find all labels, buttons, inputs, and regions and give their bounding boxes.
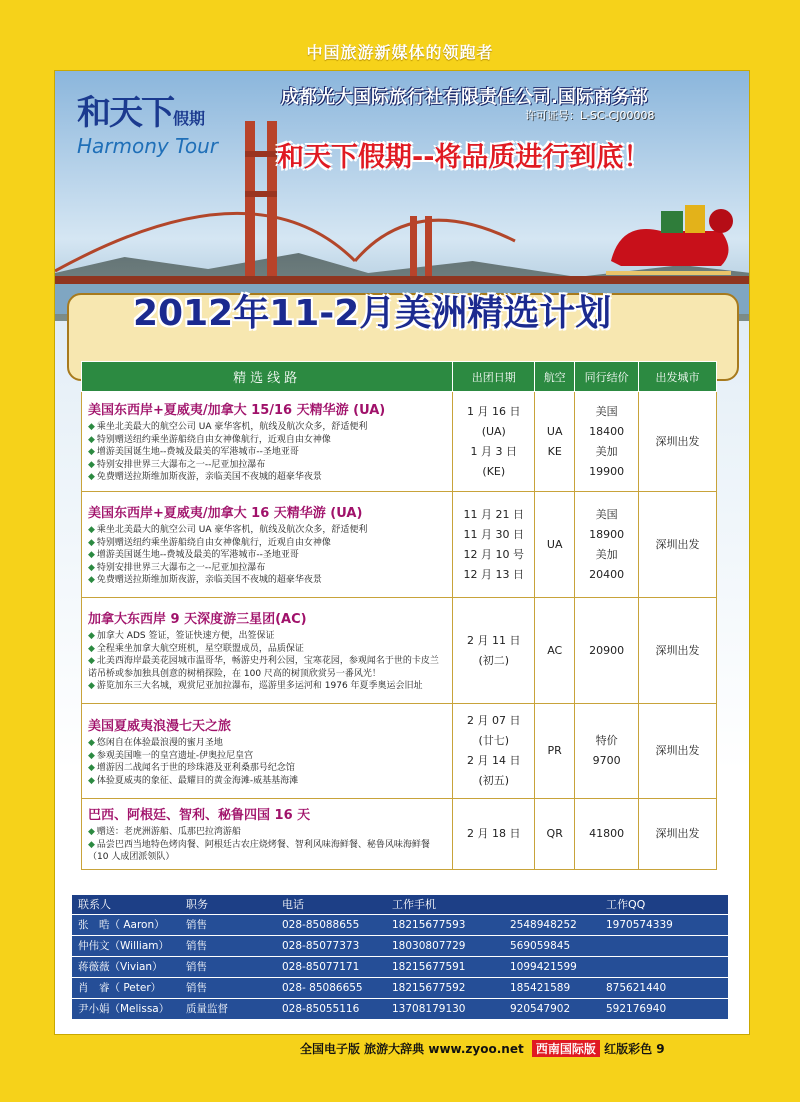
price-value: 美国 <box>595 404 618 418</box>
route-cell <box>82 492 453 598</box>
route-bullet: ◆ 免费赠送拉斯维加斯夜游，亲临美国不夜城的超豪华夜景 <box>88 471 446 484</box>
footer-page-number: 9 <box>656 1042 665 1056</box>
contact-cell: 张 晧（ Aaron） <box>72 914 180 935</box>
header-date: 出团日期 <box>453 362 535 392</box>
price-value: 20400 <box>589 567 625 581</box>
price-value: 19900 <box>589 464 625 478</box>
airline-cell <box>535 598 575 704</box>
header-price: 同行结价 <box>575 362 639 392</box>
route-row <box>82 492 717 598</box>
contact-cell: 销售 <box>180 914 276 935</box>
contact-row <box>72 914 728 935</box>
airline-code: UA <box>546 537 563 551</box>
route-cell <box>82 392 453 492</box>
brand-name-en: Harmony Tour <box>77 134 218 158</box>
date-cell <box>453 704 535 799</box>
contact-cell: 592176940 <box>600 998 728 1019</box>
city-cell: 深圳出发 <box>639 598 717 704</box>
route-bullet: ◆ 免费赠送拉斯维加斯夜游，亲临美国不夜城的超豪华夜景 <box>88 574 446 587</box>
top-tagline: 中国旅游新媒体的领跑者 <box>306 43 494 62</box>
price-value: 20900 <box>589 643 625 657</box>
route-bullet: ◆ 增游美国诞生地--费城及最美的军港城市--圣地亚哥 <box>88 446 446 459</box>
route-title: 加拿大东西岸 9 天深度游三星团(AC) <box>88 612 307 628</box>
route-bullet: ◆ 增游因二战闻名于世的珍珠港及亚利桑那号纪念馆 <box>88 762 446 775</box>
departure-date: 2 月 18 日 <box>467 826 521 840</box>
footer-edition-tag: 西南国际版 <box>532 1040 600 1057</box>
city-cell: 深圳出发 <box>639 392 717 492</box>
plan-title: 2012年11-2月美洲精选计划 <box>133 293 612 334</box>
contacts-header-cell <box>504 895 600 914</box>
contact-cell: 18215677592 <box>386 977 504 998</box>
price-value: 美国 <box>595 507 618 521</box>
contacts-header-cell: 联系人 <box>72 895 180 914</box>
price-value: 美加 <box>595 444 618 458</box>
route-bullet: ◆ 赠送：老虎洲游船、瓜那巴拉湾游船 <box>88 826 446 839</box>
price-cell <box>575 492 639 598</box>
departure-date: 2 月 11 日 <box>467 633 521 647</box>
route-bullet: ◆ 游览加东三大名城，观赏尼亚加拉瀑布，巡游里多运河和 1976 年夏季奥运会旧址 <box>88 680 446 693</box>
price-value: 18900 <box>589 527 625 541</box>
header-city: 出发城市 <box>639 362 717 392</box>
airline-cell <box>535 492 575 598</box>
contact-row <box>72 977 728 998</box>
contact-cell: 028-85077171 <box>276 956 386 977</box>
contact-cell: 1099421599 <box>504 956 600 977</box>
contacts-header-cell: 工作手机 <box>386 895 504 914</box>
contact-cell: 13708179130 <box>386 998 504 1019</box>
route-bullet: ◆ 特别安排世界三大瀑布之一--尼亚加拉瀑布 <box>88 459 446 472</box>
airline-code: AC <box>547 643 563 657</box>
contact-cell: 18215677591 <box>386 956 504 977</box>
airline-cell <box>535 799 575 870</box>
departure-date: (KE) <box>482 464 506 478</box>
route-bullet: ◆ 品尝巴西当地特色烤肉餐、阿根廷古农庄烧烤餐、智利风味海鲜餐、秘鲁风味海鲜餐（10 人成团派领队） <box>88 839 446 864</box>
brand-name-cn2: 假期 <box>173 109 206 128</box>
airline-cell <box>535 704 575 799</box>
contacts-header <box>72 895 728 914</box>
route-cell <box>82 598 453 704</box>
route-bullet: ◆ 乘坐北美最大的航空公司 UA 豪华客机，航线及航次众多，舒适便利 <box>88 524 446 537</box>
contact-cell <box>600 956 728 977</box>
city-cell: 深圳出发 <box>639 799 717 870</box>
price-cell <box>575 598 639 704</box>
contacts-header-cell: 工作QQ <box>600 895 728 914</box>
slogan: 和天下假期--将品质进行到底！ <box>277 142 651 173</box>
brand-logo <box>77 85 218 158</box>
city-cell: 深圳出发 <box>639 704 717 799</box>
company-name: 成都光大国际旅行社有限责任公司.国际商务部 <box>281 87 648 108</box>
route-bullet: ◆ 参观美国唯一的皇宫遗址-伊奥拉尼皇宫 <box>88 750 446 763</box>
route-title: 美国夏威夷浪漫七天之旅 <box>88 719 232 734</box>
santa-sleigh-icon <box>601 201 741 281</box>
route-bullet: ◆ 特别赠送纽约乘坐游船绕自由女神像航行，近观自由女神像 <box>88 537 446 550</box>
route-bullet: ◆ 乘坐北美最大的航空公司 UA 豪华客机，航线及航次众多，舒适便利 <box>88 421 446 434</box>
airline-code: PR <box>547 744 562 757</box>
contact-cell: 028- 85086655 <box>276 977 386 998</box>
route-bullet: ◆ 悠闲自在体验最浪漫的蜜月圣地 <box>88 737 446 750</box>
contact-row <box>72 998 728 1019</box>
contact-cell: 销售 <box>180 935 276 956</box>
departure-date: 11 月 21 日 <box>463 507 525 521</box>
contact-cell: 185421589 <box>504 977 600 998</box>
header-route: 精选线路 <box>82 362 453 392</box>
contact-cell: 销售 <box>180 956 276 977</box>
price-cell <box>575 799 639 870</box>
route-title: 美国东西岸+夏威夷/加拿大 15/16 天精华游 (UA) <box>88 403 386 419</box>
contact-cell: 仲伟文（William） <box>72 935 180 956</box>
departure-date: (初二) <box>478 653 510 667</box>
contact-cell: 028-85077373 <box>276 935 386 956</box>
route-bullet: ◆ 体验夏威夷的象征、最耀目的黄金海滩-威基基海滩 <box>88 775 446 788</box>
routes-table <box>81 361 717 870</box>
route-row <box>82 704 717 799</box>
departure-date: 2 月 07 日 <box>467 714 521 727</box>
route-cell <box>82 799 453 870</box>
date-cell <box>453 392 535 492</box>
contact-cell: 2548948252 <box>504 914 600 935</box>
price-value: 18400 <box>589 424 625 438</box>
contact-cell: 18030807729 <box>386 935 504 956</box>
footer-website: www.zyoo.net <box>428 1042 524 1056</box>
departure-date: 2 月 14 日 <box>467 754 521 767</box>
footer <box>300 1040 665 1057</box>
contact-cell <box>600 935 728 956</box>
contact-row <box>72 935 728 956</box>
price-cell <box>575 392 639 492</box>
contact-cell: 肖 睿（ Peter） <box>72 977 180 998</box>
airline-code: KE <box>547 444 562 458</box>
routes-table-header <box>82 362 717 392</box>
contact-cell: 18215677593 <box>386 914 504 935</box>
contact-cell: 尹小娟（Melissa） <box>72 998 180 1019</box>
route-title: 美国东西岸+夏威夷/加拿大 16 天精华游 (UA) <box>88 506 363 522</box>
contact-cell: 569059845 <box>504 935 600 956</box>
contact-cell: 028-85055116 <box>276 998 386 1019</box>
price-cell <box>575 704 639 799</box>
route-row <box>82 392 717 492</box>
contact-cell: 920547902 <box>504 998 600 1019</box>
route-bullet: ◆ 特别安排世界三大瀑布之一--尼亚加拉瀑布 <box>88 562 446 575</box>
contact-cell: 1970574339 <box>600 914 728 935</box>
date-cell <box>453 799 535 870</box>
brand-name-cn: 和天下 <box>77 93 173 133</box>
departure-date: (廿七) <box>478 734 510 747</box>
city-cell: 深圳出发 <box>639 492 717 598</box>
contact-row <box>72 956 728 977</box>
footer-color-label: 红版彩色 <box>604 1042 653 1056</box>
departure-date: 12 月 10 号 <box>463 547 525 561</box>
date-cell <box>453 492 535 598</box>
airline-code: UA <box>546 424 563 438</box>
route-title: 巴西、阿根廷、智利、秘鲁四国 16 天 <box>88 808 311 823</box>
flyer-panel <box>54 70 750 1035</box>
route-row <box>82 598 717 704</box>
contacts-header-cell: 职务 <box>180 895 276 914</box>
route-bullet: ◆ 加拿大 ADS 签证，签证快速方便，出签保证 <box>88 630 446 643</box>
contacts-table <box>72 895 728 1019</box>
departure-date: 1 月 3 日 <box>470 444 518 458</box>
license-number: 许可证号：L-SC-CJ00008 <box>525 109 655 122</box>
departure-date: (初五) <box>478 774 510 787</box>
date-cell <box>453 598 535 704</box>
departure-date: 1 月 16 日 <box>467 404 521 418</box>
contacts-header-cell: 电话 <box>276 895 386 914</box>
header-airline: 航空 <box>535 362 575 392</box>
contact-cell: 质量监督 <box>180 998 276 1019</box>
contact-cell: 销售 <box>180 977 276 998</box>
route-bullet: ◆ 增游美国诞生地--费城及最美的军港城市--圣地亚哥 <box>88 549 446 562</box>
departure-date: (UA) <box>481 424 506 438</box>
route-bullet: ◆ 北美西海岸最美花园城市温哥华，畅游史丹利公园，宝寒花园，参观闻名于世的卡皮兰诺吊桥或参加独具创意的树梢探险，在 100 尺高的树顶欣赏另一番风光！ <box>88 655 446 680</box>
route-bullet: ◆ 全程乘坐加拿大航空班机，星空联盟成员，品质保证 <box>88 643 446 656</box>
price-value: 美加 <box>595 547 618 561</box>
price-value: 41800 <box>589 826 625 840</box>
footer-text: 全国电子版 旅游大辞典 <box>300 1042 425 1056</box>
price-value: 特价 <box>595 734 618 747</box>
airline-code: QR <box>546 826 563 840</box>
route-bullet: ◆ 特别赠送纽约乘坐游船绕自由女神像航行，近观自由女神像 <box>88 434 446 447</box>
departure-date: 12 月 13 日 <box>463 567 525 581</box>
route-cell <box>82 704 453 799</box>
contact-cell: 028-85088655 <box>276 914 386 935</box>
airline-cell <box>535 392 575 492</box>
contact-cell: 875621440 <box>600 977 728 998</box>
contact-cell: 蒋薇薇（Vivian） <box>72 956 180 977</box>
route-row <box>82 799 717 870</box>
price-value: 9700 <box>592 754 621 767</box>
departure-date: 11 月 30 日 <box>463 527 525 541</box>
